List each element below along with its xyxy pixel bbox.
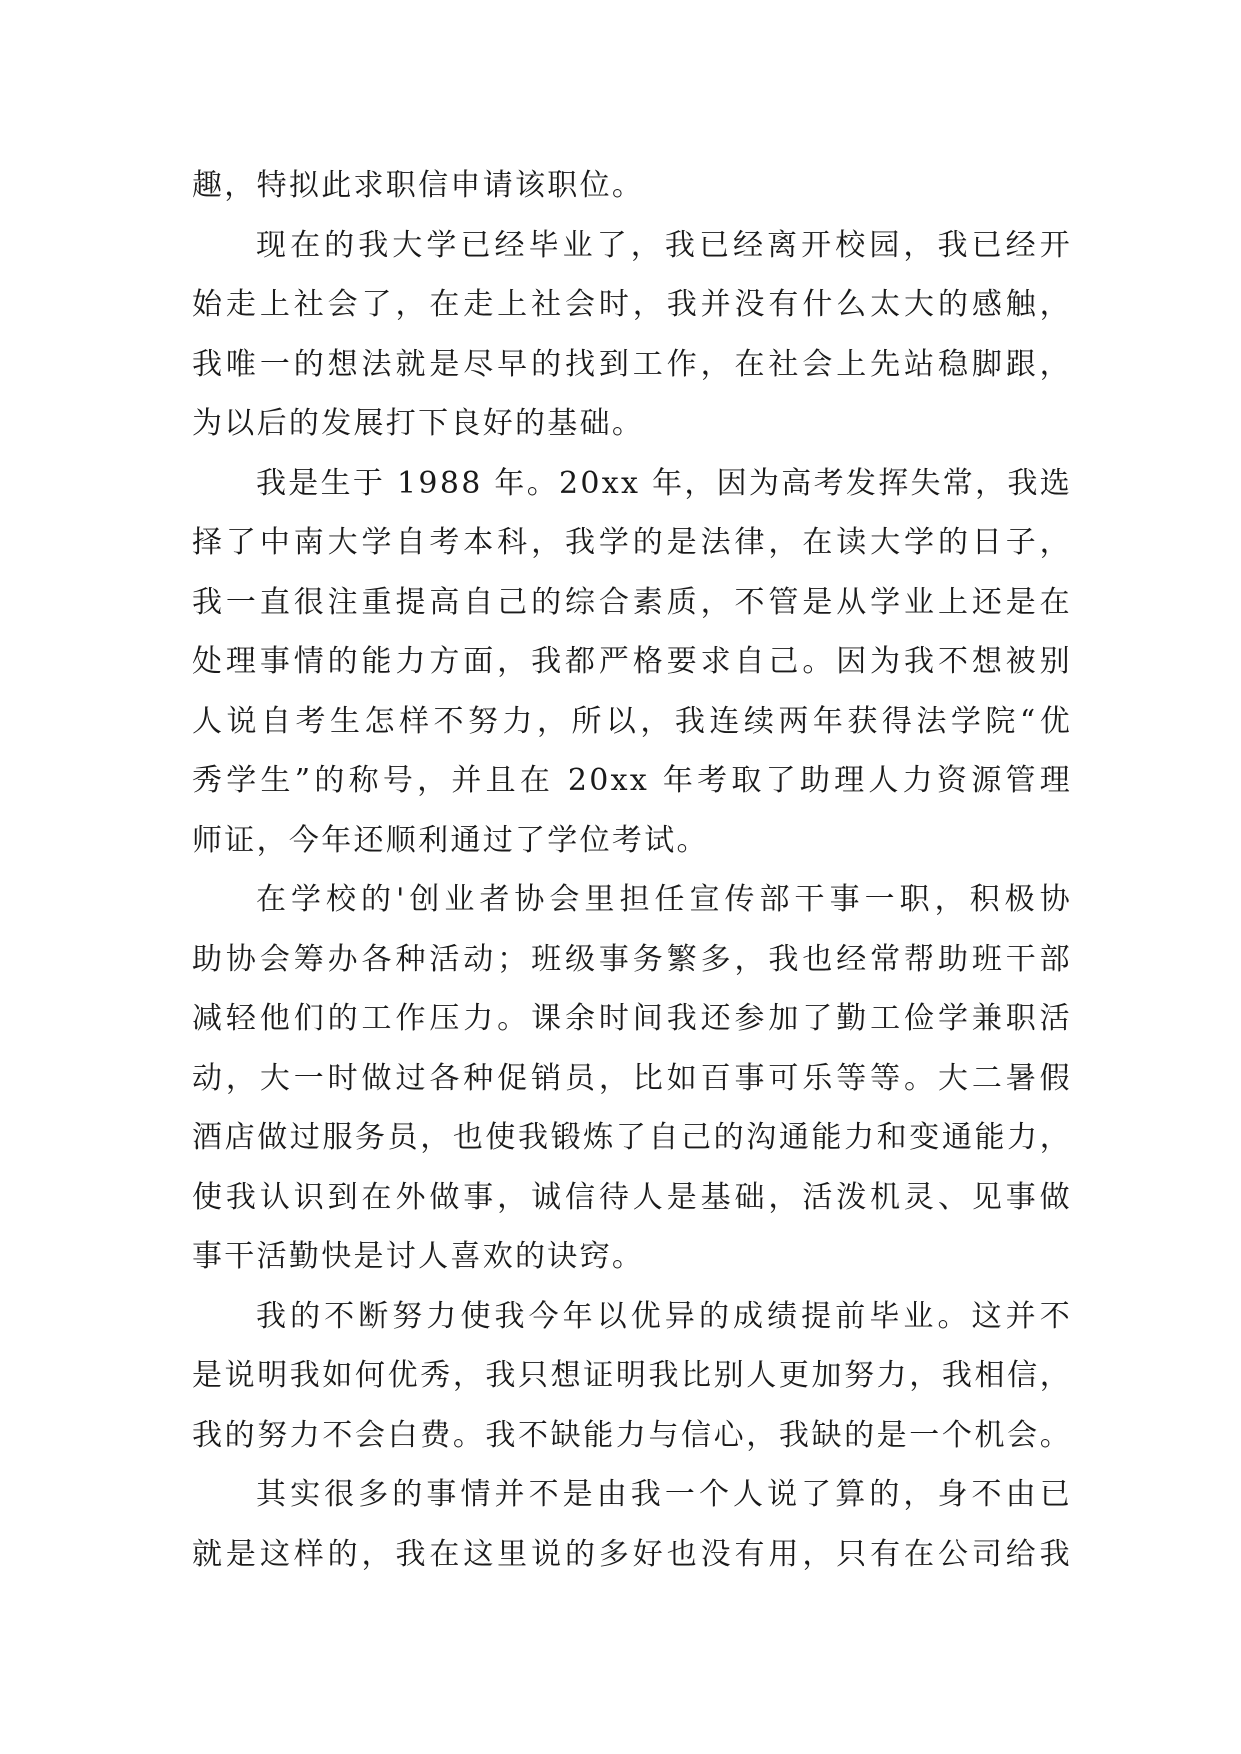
text-line: 其实很多的事情并不是由我一个人说了算的，身不由已	[256, 1477, 1072, 1512]
text-line: 我的努力不会白费。我不缺能力与信心，我缺的是一个机会。	[192, 1417, 1072, 1453]
text-line: 事干活勤快是讨人喜欢的诀窍。	[192, 1239, 645, 1274]
text-line: 现在的我大学已经毕业了，我已经离开校园，我已经开	[256, 227, 1072, 263]
text-line: 我的不断努力使我今年以优异的成绩提前毕业。这并不	[256, 1298, 1072, 1334]
paragraph-1	[192, 156, 1072, 216]
paragraph-3	[192, 454, 1072, 871]
text-line: 我唯一的想法就是尽早的找到工作，在社会上先站稳脚跟，	[192, 346, 1072, 382]
text-line: 我是生于 1988 年。20xx 年，因为高考发挥失常，我选	[256, 465, 1072, 501]
text-line: 动，大一时做过各种促销员，比如百事可乐等等。大二暑假	[192, 1060, 1072, 1096]
paragraph-5	[192, 1287, 1072, 1466]
text-line: 师证，今年还顺利通过了学位考试。	[192, 822, 709, 858]
text-line: 使我认识到在外做事，诚信待人是基础，活泼机灵、见事做	[192, 1179, 1072, 1215]
text-line: 趣，特拟此求职信申请该职位。	[192, 168, 645, 203]
text-line: 减轻他们的工作压力。课余时间我还参加了勤工俭学兼职活	[192, 1001, 1072, 1036]
text-line: 为以后的发展打下良好的基础。	[192, 406, 645, 441]
document-body	[192, 156, 1072, 1584]
text-line: 助协会筹办各种活动；班级事务繁多，我也经常帮助班干部	[192, 941, 1072, 977]
text-line: 酒店做过服务员，也使我锻炼了自己的沟通能力和变通能力，	[192, 1120, 1072, 1155]
paragraph-4	[192, 870, 1072, 1287]
text-line: 择了中南大学自考本科，我学的是法律，在读大学的日子，	[192, 525, 1072, 560]
text-line: 就是这样的，我在这里说的多好也没有用，只有在公司给我	[192, 1536, 1072, 1572]
text-line: 在学校的'创业者协会里担任宣传部干事一职，积极协	[256, 882, 1072, 917]
text-line: 始走上社会了，在走上社会时，我并没有什么太大的感触，	[192, 287, 1072, 322]
text-line: 人说自考生怎样不努力，所以，我连续两年获得法学院“优	[192, 703, 1072, 739]
paragraph-6	[192, 1465, 1072, 1584]
text-line: 我一直很注重提高自己的综合素质，不管是从学业上还是在	[192, 584, 1072, 620]
text-line: 是说明我如何优秀，我只想证明我比别人更加努力，我相信，	[192, 1358, 1072, 1393]
paragraph-2	[192, 216, 1072, 454]
text-line: 秀学生”的称号，并且在 20xx 年考取了助理人力资源管理	[192, 763, 1072, 798]
text-line: 处理事情的能力方面，我都严格要求自己。因为我不想被别	[192, 644, 1072, 679]
